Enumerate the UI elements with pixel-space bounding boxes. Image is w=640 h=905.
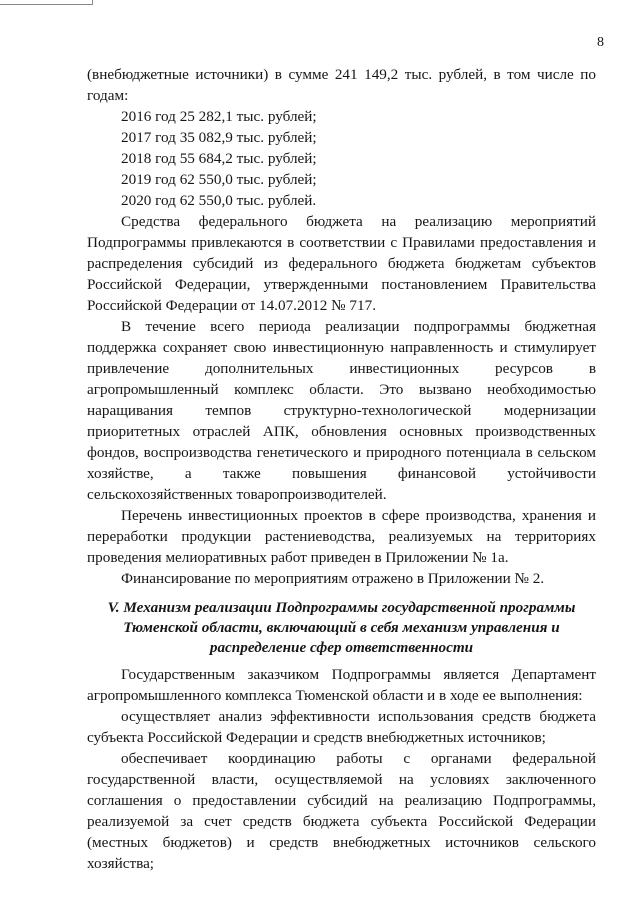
page-number: 8 [597, 35, 604, 50]
year-line: 2019 год 62 550,0 тыс. рублей; [121, 171, 317, 188]
paragraph-coordination: обеспечивает координацию работы с органами федеральной государственной власти, осуществляемой на условиях заключенного соглашения о предоставлении субсидий на реализацию Подпрограммы, реализуемой за счет средств бюджета субъекта Российской Федерации (местных бюджетов) и средств внебюджетных источников сельского хозяйства; [87, 750, 596, 872]
year-line: 2020 год 62 550,0 тыс. рублей. [121, 192, 317, 209]
year-line: 2018 год 55 684,2 тыс. рублей; [121, 150, 317, 167]
section-heading: V. Механизм реализации Подпрограммы государственной программы Тюменской области, включающий в себя механизм управления и распределение сфер ответственности [107, 599, 576, 656]
paragraph-intro: (внебюджетные источники) в сумме 241 149,2 тыс. рублей, в том числе по годам: [87, 66, 596, 104]
year-line: 2016 год 25 282,1 тыс. рублей; [121, 108, 317, 125]
years-list [87, 106, 596, 211]
paragraph-financing: Финансирование по мероприятиям отражено в Приложении № 2. [121, 570, 545, 587]
paragraph-budget-support: В течение всего периода реализации подпрограммы бюджетная поддержка сохраняет свою инвестиционную направленность и стимулирует привлечение дополнительных инвестиционных ресурсов в агропромышленный комплекс области. Это вызвано необходимостью наращивания темпов структурно-технологической модернизации приоритетных отраслей АПК, обновления основных производственных фондов, воспроизводства генетического и природного потенциала в сельском хозяйстве, а также повышения финансовой устойчивости сельскохозяйственных товаропроизводителей. [87, 318, 596, 503]
paragraph-analysis: осуществляет анализ эффективности использования средств бюджета субъекта Российской Федерации и средств внебюджетных источников; [87, 708, 596, 746]
paragraph-investment-projects: Перечень инвестиционных проектов в сфере производства, хранения и переработки продукции растениеводства, реализуемых на территориях проведения мелиоративных работ приведен в Приложении № 1а. [87, 507, 596, 566]
paragraph-customer: Государственным заказчиком Подпрограммы является Департамент агропромышленного комплекса Тюменской области и в ходе ее выполнения: [87, 666, 596, 704]
paragraph-federal-funds: Средства федерального бюджета на реализацию мероприятий Подпрограммы привлекаются в соответствии с Правилами предоставления и распределения субсидий из федерального бюджета бюджетам субъектов Российской Федерации, утвержденными постановлением Правительства Российской Федерации от 14.07.2012 № 717. [87, 213, 596, 314]
scan-corner-mark [0, 0, 93, 5]
year-line: 2017 год 35 082,9 тыс. рублей; [121, 129, 317, 146]
page-content [87, 64, 596, 874]
